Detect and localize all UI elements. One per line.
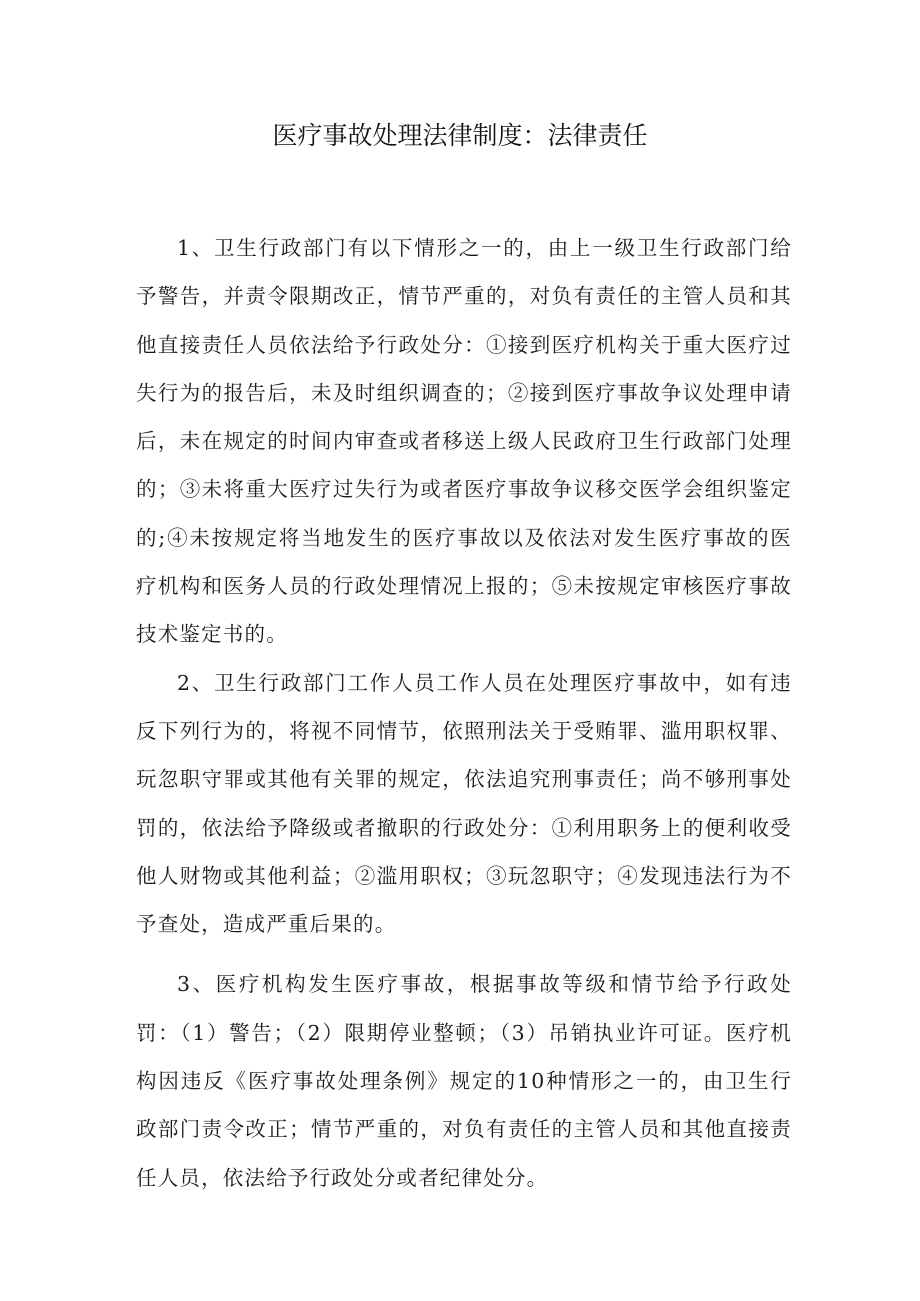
paragraph-2: 2、卫生行政部门工作人员工作人员在处理医疗事故中，如有违反下列行为的，将视不同情节，依照刑法关于受贿罪、滥用职权罪、玩忽职守罪或其他有关罪的规定，依法追究刑事责任；尚不够刑事处罚的，依法给予降级或者撤职的行政处分：①利用职务上的便利收受他人财物或其他利益；②滥用职权；③玩忽职守；④发现违法行为不予查处，造成严重后果的。 — [136, 670, 792, 937]
document-title: 医疗事故处理法律制度：法律责任 — [272, 121, 648, 150]
paragraph-1: 1、卫生行政部门有以下情形之一的，由上一级卫生行政部门给予警告，并责令限期改正，情节严重的，对负有责任的主管人员和其他直接责任人员依法给予行政处分：①接到医疗机构关于重大医疗过失行为的报告后，未及时组织调查的；②接到医疗事故争议处理申请后，未在规定的时间内审查或者移送上级人民政府卫生行政部门处理的；③未将重大医疗过失行为或者医疗事故争议移交医学会组织鉴定的;④未按规定将当地发生的医疗事故以及依法对发生医疗事故的医疗机构和医务人员的行政处理情况上报的；⑤未按规定审核医疗事故技术鉴定书的。 — [136, 236, 792, 647]
paragraph-3: 3、医疗机构发生医疗事故，根据事故等级和情节给予行政处罚：（1）警告；（2）限期停业整顿；（3）吊销执业许可证。医疗机构因违反《医疗事故处理条例》规定的10种情形之一的，由卫生行政部门责令改正；情节严重的，对负有责任的主管人员和其他直接责任人员，依法给予行政处分或者纪律处分。 — [136, 972, 792, 1190]
document-body — [136, 224, 792, 1202]
